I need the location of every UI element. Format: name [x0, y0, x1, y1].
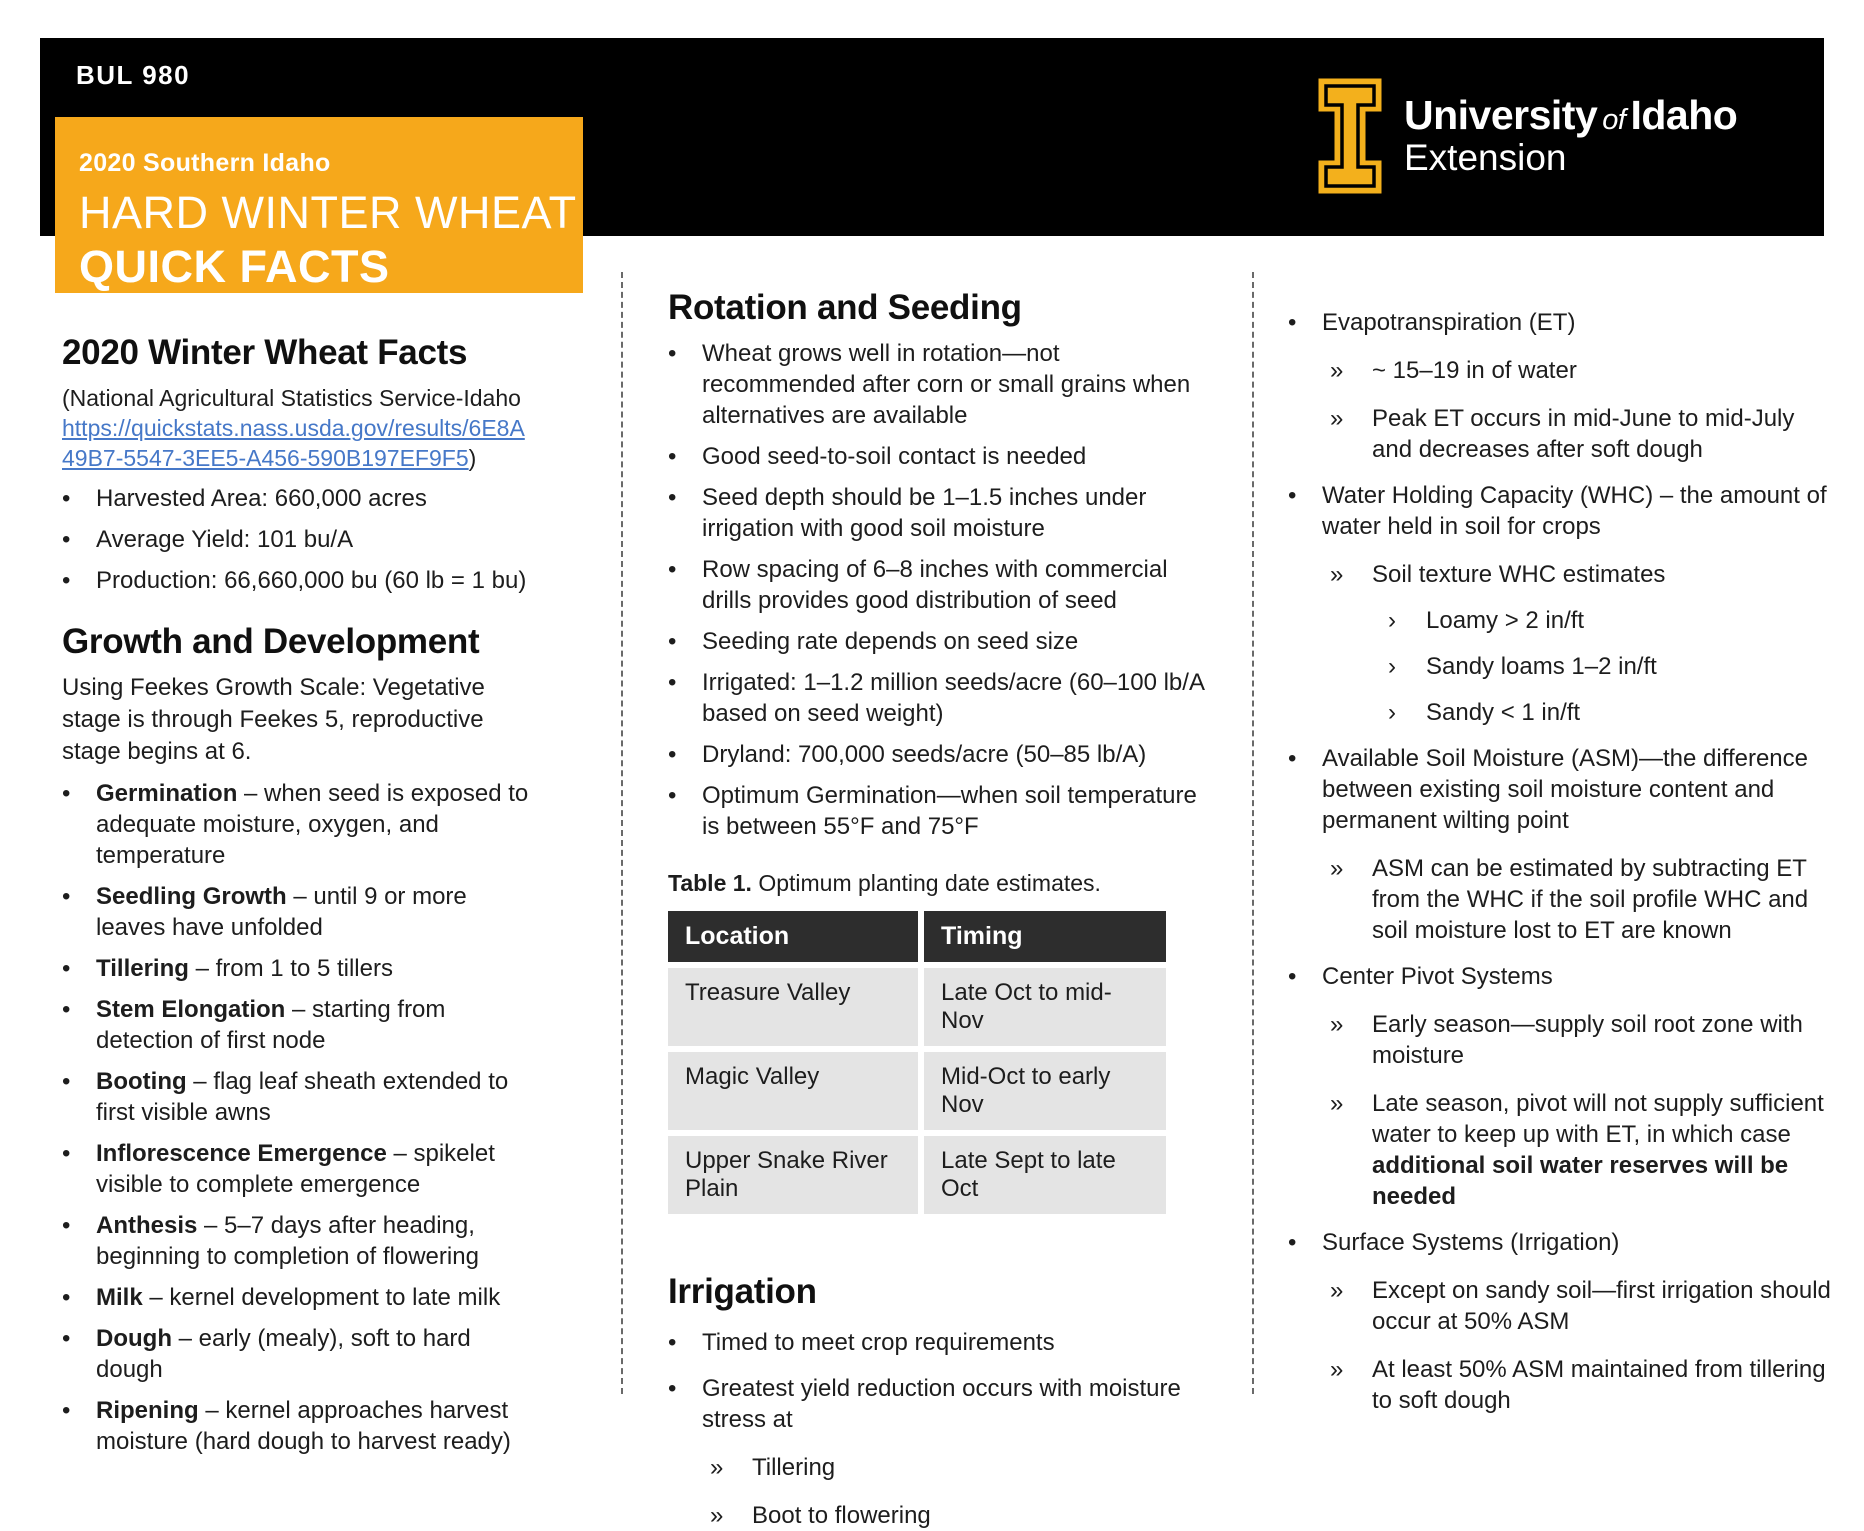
- bullet-icon: •: [668, 782, 677, 809]
- water-item: [1288, 853, 1836, 946]
- irrigation-item-text: [752, 1500, 1213, 1531]
- growth-item: [62, 1395, 532, 1457]
- logo-word-extension: Extension: [1404, 137, 1567, 179]
- growth-intro: Using Feekes Growth Scale: Vegetative stage is through Feekes 5, reproductive stage begins at 6.: [62, 674, 485, 765]
- title-banner: [55, 117, 583, 293]
- column-divider-left: [621, 272, 623, 1394]
- banner-eyebrow: 2020 Southern Idaho: [79, 149, 331, 177]
- water-item: [1288, 559, 1836, 590]
- logo-word-idaho: Idaho: [1630, 92, 1738, 139]
- table-header-timing: Timing: [924, 911, 1166, 962]
- growth-item-text: [96, 1282, 532, 1313]
- rotation-item-text: Row spacing of 6–8 inches with commercial drills provides good distribution of seed: [702, 556, 1168, 614]
- bullet-icon: •: [668, 443, 677, 470]
- water-item: [1288, 480, 1836, 542]
- bullet-icon: •: [62, 1397, 71, 1424]
- growth-desc: – early (mealy), soft to hard dough: [96, 1325, 471, 1383]
- growth-term: Ripening: [96, 1397, 199, 1424]
- fact-item: [62, 524, 532, 555]
- growth-item-text: [96, 1066, 532, 1128]
- bullet-icon: •: [62, 883, 71, 910]
- growth-item: [62, 953, 532, 984]
- irrigation-heading: Irrigation: [668, 1272, 817, 1311]
- growth-item: [62, 1210, 532, 1272]
- water-text: ASM can be estimated by subtracting ET from the WHC if the soil profile WHC and soil moisture lost to ET are known: [1372, 855, 1809, 944]
- bullet-icon: •: [62, 780, 71, 807]
- rotation-item: [668, 780, 1213, 842]
- irrigation-item: [668, 1452, 1213, 1483]
- bullet-icon: •: [668, 741, 677, 768]
- growth-term: Inflorescence Emergence: [96, 1140, 387, 1167]
- water-item: [1288, 403, 1836, 465]
- table-row: [668, 1136, 1166, 1214]
- rotation-list: [668, 338, 1213, 842]
- water-item: [1288, 1088, 1836, 1212]
- growth-item: [62, 1138, 532, 1200]
- logo-word-of: of: [1602, 104, 1626, 137]
- bullet-icon: ›: [1388, 699, 1396, 726]
- water-item: [1288, 1275, 1836, 1337]
- bullet-icon: •: [1288, 1229, 1297, 1256]
- irrigation-item-text: [702, 1327, 1213, 1358]
- bullet-icon: •: [668, 1375, 677, 1402]
- water-text: Late season, pivot will not supply sufficient water to keep up with ET, in which case: [1372, 1090, 1824, 1148]
- bullet-icon: »: [710, 1502, 724, 1529]
- irrigation-item: [668, 1500, 1213, 1531]
- bullet-icon: •: [668, 556, 677, 583]
- growth-item-text: [96, 1138, 532, 1200]
- table-body: [668, 968, 1166, 1214]
- facts-source-suffix: ): [468, 445, 477, 471]
- bullet-icon: •: [668, 340, 677, 367]
- logo-university-of-idaho: [1404, 94, 1737, 137]
- idaho-block-i-icon: [1318, 78, 1382, 194]
- rotation-item-text: Wheat grows well in rotation—not recommended after corn or small grains when alternatives are available: [702, 340, 1191, 429]
- water-item-text: [1322, 1227, 1836, 1258]
- growth-list: [62, 778, 532, 1457]
- water-text: Sandy loams 1–2 in/ft: [1426, 653, 1657, 680]
- growth-desc: – 5–7 days after heading, beginning to completion of flowering: [96, 1212, 479, 1270]
- water-item-text: [1372, 1009, 1836, 1071]
- water-list: [1288, 307, 1836, 1416]
- growth-desc: – flag leaf sheath extended to first visible awns: [96, 1068, 509, 1126]
- water-text: Sandy < 1 in/ft: [1426, 699, 1581, 726]
- right-column: [1288, 292, 1836, 1416]
- water-item: [1288, 651, 1836, 682]
- growth-term: Anthesis: [96, 1212, 198, 1239]
- bullet-icon: ›: [1388, 653, 1396, 680]
- rotation-item-text: Dryland: 700,000 seeds/acre (50–85 lb/A): [702, 741, 1147, 768]
- water-item: [1288, 1227, 1836, 1258]
- table-cell-timing: Mid-Oct to early Nov: [924, 1052, 1166, 1130]
- growth-item-text: [96, 953, 532, 984]
- water-text: Available Soil Moisture (ASM)—the difference between existing soil moisture content and permanent wilting point: [1322, 745, 1808, 834]
- bullet-icon: »: [1330, 1090, 1344, 1117]
- table-header-row: [668, 911, 1166, 962]
- water-text: At least 50% ASM maintained from tillering to soft dough: [1372, 1356, 1826, 1414]
- bullet-icon: »: [710, 1454, 724, 1481]
- facts-source: [62, 383, 532, 473]
- irrigation-text: Timed to meet crop requirements: [702, 1329, 1055, 1356]
- bullet-icon: •: [1288, 482, 1297, 509]
- water-text: Peak ET occurs in mid-June to mid-July and decreases after soft dough: [1372, 405, 1795, 463]
- table-caption-label: Table 1.: [668, 870, 752, 896]
- water-text: Except on sandy soil—first irrigation should occur at 50% ASM: [1372, 1277, 1831, 1335]
- bullet-icon: •: [62, 526, 71, 553]
- table-cell-location: Upper Snake River Plain: [668, 1136, 918, 1214]
- water-text: Center Pivot Systems: [1322, 963, 1553, 990]
- water-item: [1288, 961, 1836, 992]
- column-divider-right: [1252, 272, 1254, 1394]
- bulletin-number: BUL 980: [76, 60, 191, 90]
- logo-wordmark: [1404, 94, 1737, 178]
- growth-item-text: [96, 778, 532, 871]
- bullet-icon: •: [62, 1325, 71, 1352]
- growth-item-text: [96, 1395, 532, 1457]
- rotation-item-text: Seed depth should be 1–1.5 inches under irrigation with good soil moisture: [702, 484, 1147, 542]
- growth-heading: Growth and Development: [62, 622, 480, 661]
- growth-item-text: [96, 881, 532, 943]
- bullet-icon: »: [1330, 1011, 1344, 1038]
- water-item-text: [1372, 1275, 1836, 1337]
- rotation-item-text: Irrigated: 1–1.2 million seeds/acre (60–100 lb/A based on seed weight): [702, 669, 1204, 727]
- bullet-icon: •: [668, 628, 677, 655]
- irrigation-text: Tillering: [752, 1454, 836, 1481]
- table-cell-timing: Late Oct to mid-Nov: [924, 968, 1166, 1046]
- bullet-icon: •: [1288, 963, 1297, 990]
- bullet-icon: •: [62, 955, 71, 982]
- water-text: Surface Systems (Irrigation): [1322, 1229, 1620, 1256]
- growth-term: Stem Elongation: [96, 996, 286, 1023]
- bullet-icon: •: [1288, 745, 1297, 772]
- growth-item: [62, 778, 532, 871]
- bullet-icon: ›: [1388, 607, 1396, 634]
- water-item-text: [1322, 961, 1836, 992]
- bullet-icon: »: [1330, 405, 1344, 432]
- bullet-icon: •: [1288, 309, 1297, 336]
- fact-item: [62, 483, 532, 514]
- water-text: Soil texture WHC estimates: [1372, 561, 1666, 588]
- growth-item: [62, 1066, 532, 1128]
- rotation-item: [668, 441, 1213, 472]
- fact-item-text: Average Yield: 101 bu/A: [96, 526, 354, 553]
- growth-item-text: [96, 1210, 532, 1272]
- document-title: HARD WINTER WHEAT: [79, 187, 577, 238]
- table-caption-text: Optimum planting date estimates.: [751, 870, 1101, 896]
- fact-item-text: Production: 66,660,000 bu (60 lb = 1 bu): [96, 567, 527, 594]
- growth-term: Tillering: [96, 955, 189, 982]
- growth-desc: – kernel development to late milk: [142, 1284, 501, 1311]
- water-item-text: [1426, 651, 1836, 682]
- bullet-icon: »: [1330, 561, 1344, 588]
- rotation-item-text: Seeding rate depends on seed size: [702, 628, 1079, 655]
- irrigation-item: [668, 1373, 1213, 1435]
- growth-desc: – until 9 or more leaves have unfolded: [96, 883, 467, 941]
- rotation-item-text: Optimum Germination—when soil temperature is between 55°F and 75°F: [702, 782, 1197, 840]
- water-item-text: [1322, 480, 1836, 542]
- bullet-icon: •: [62, 485, 71, 512]
- water-item: [1288, 1009, 1836, 1071]
- water-item: [1288, 355, 1836, 386]
- table-cell-location: Treasure Valley: [668, 968, 918, 1046]
- logo-word-university: University: [1404, 92, 1598, 139]
- bullet-icon: •: [668, 1329, 677, 1356]
- growth-item-text: [96, 994, 532, 1056]
- growth-item: [62, 1323, 532, 1385]
- water-item-text: [1372, 355, 1836, 386]
- growth-desc: – kernel approaches harvest moisture (hard dough to harvest ready): [96, 1397, 511, 1455]
- irrigation-item: [668, 1327, 1213, 1358]
- bullet-icon: •: [62, 1212, 71, 1239]
- fact-item: [62, 565, 532, 596]
- rotation-item: [668, 338, 1213, 431]
- nass-link[interactable]: https://quickstats.nass.usda.gov/results/6E8A49B7-5547-3EE5-A456-590B197EF9F5: [62, 415, 525, 471]
- water-item-text: [1322, 307, 1836, 338]
- water-item-text: [1322, 743, 1836, 836]
- water-text: ~ 15–19 in of water: [1372, 357, 1577, 384]
- growth-desc: – when seed is exposed to adequate moisture, oxygen, and temperature: [96, 780, 529, 869]
- irrigation-item-text: [752, 1452, 1213, 1483]
- growth-term: Booting: [96, 1068, 187, 1095]
- water-item-text: [1372, 559, 1836, 590]
- table-cell-timing: Late Sept to late Oct: [924, 1136, 1166, 1214]
- water-item: [1288, 1354, 1836, 1416]
- facts-source-prefix: (National Agricultural Statistics Service-Idaho: [62, 385, 521, 411]
- planting-date-table: [668, 911, 1166, 1214]
- growth-desc: – starting from detection of first node: [96, 996, 446, 1054]
- rotation-item: [668, 482, 1213, 544]
- left-column: [62, 333, 532, 1457]
- rotation-item: [668, 667, 1213, 729]
- middle-column: [668, 288, 1213, 1531]
- water-item-text: [1372, 853, 1836, 946]
- water-item: [1288, 307, 1836, 338]
- bullet-icon: •: [62, 1068, 71, 1095]
- water-item: [1288, 697, 1836, 728]
- document-subtitle: QUICK FACTS: [79, 241, 390, 292]
- university-logo: [1318, 78, 1737, 194]
- water-text: Evapotranspiration (ET): [1322, 309, 1576, 336]
- rotation-item: [668, 739, 1213, 770]
- growth-desc: – from 1 to 5 tillers: [188, 955, 393, 982]
- fact-item-text: Harvested Area: 660,000 acres: [96, 485, 427, 512]
- water-item-text: [1372, 1354, 1836, 1416]
- growth-term: Germination: [96, 780, 238, 807]
- rotation-item-text: Good seed-to-soil contact is needed: [702, 443, 1087, 470]
- growth-item: [62, 881, 532, 943]
- bullet-icon: •: [668, 669, 677, 696]
- table-header-location: Location: [668, 911, 918, 962]
- water-text-bold: additional soil water reserves will be needed: [1372, 1152, 1789, 1210]
- growth-term: Dough: [96, 1325, 172, 1352]
- water-item-text: [1426, 697, 1836, 728]
- irrigation-text: Boot to flowering: [752, 1502, 931, 1529]
- table-cell-location: Magic Valley: [668, 1052, 918, 1130]
- growth-desc: – spikelet visible to complete emergence: [96, 1140, 495, 1198]
- table-caption: [668, 870, 1213, 897]
- growth-item-text: [96, 1323, 532, 1385]
- rotation-item: [668, 554, 1213, 616]
- facts-list: [62, 483, 532, 596]
- water-item-text: [1426, 605, 1836, 636]
- bullet-icon: •: [62, 1140, 71, 1167]
- water-text: Early season—supply soil root zone with moisture: [1372, 1011, 1803, 1069]
- water-text: Water Holding Capacity (WHC) – the amount of water held in soil for crops: [1322, 482, 1827, 540]
- irrigation-text: Greatest yield reduction occurs with moisture stress at: [702, 1375, 1181, 1433]
- irrigation-list: [668, 1327, 1213, 1531]
- growth-term: Seedling Growth: [96, 883, 287, 910]
- growth-item: [62, 994, 532, 1056]
- table-row: [668, 1052, 1166, 1130]
- water-item: [1288, 743, 1836, 836]
- bullet-icon: •: [668, 484, 677, 511]
- facts-heading: 2020 Winter Wheat Facts: [62, 333, 468, 372]
- water-item: [1288, 605, 1836, 636]
- bullet-icon: »: [1330, 1277, 1344, 1304]
- table-row: [668, 968, 1166, 1046]
- rotation-item: [668, 626, 1213, 657]
- bullet-icon: »: [1330, 357, 1344, 384]
- water-item-text: [1372, 1088, 1836, 1212]
- bullet-icon: •: [62, 567, 71, 594]
- bullet-icon: »: [1330, 855, 1344, 882]
- water-item-text: [1372, 403, 1836, 465]
- growth-item: [62, 1282, 532, 1313]
- bullet-icon: •: [62, 996, 71, 1023]
- growth-term: Milk: [96, 1284, 143, 1311]
- rotation-heading: Rotation and Seeding: [668, 288, 1022, 327]
- bullet-icon: »: [1330, 1356, 1344, 1383]
- water-text: Loamy > 2 in/ft: [1426, 607, 1585, 634]
- irrigation-item-text: [702, 1373, 1213, 1435]
- bullet-icon: •: [62, 1284, 71, 1311]
